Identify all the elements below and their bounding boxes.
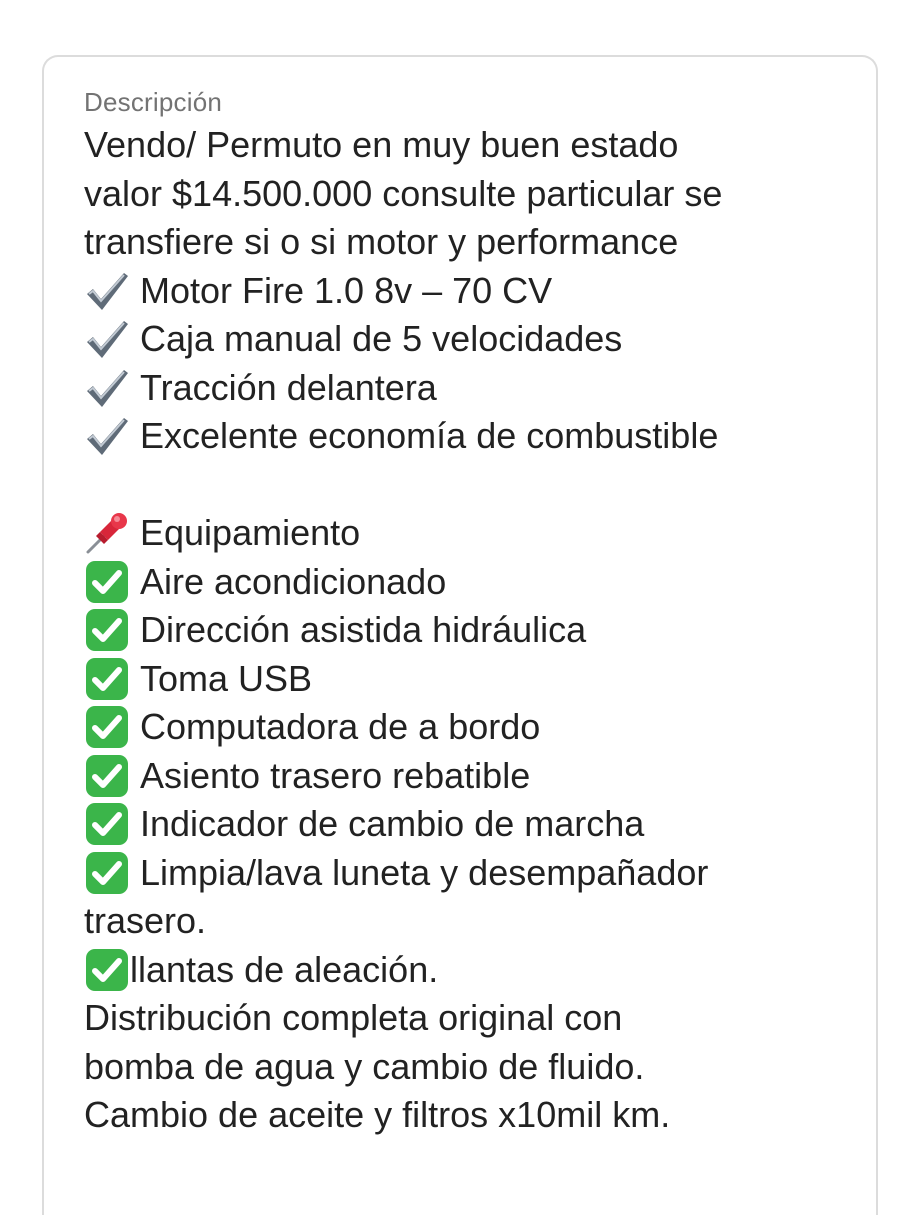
- green-check-box-icon: [84, 850, 130, 896]
- equipment-text: llantas de aleación.: [130, 948, 439, 990]
- spec-item: [84, 267, 854, 316]
- equipment-text: Asiento trasero rebatible: [140, 754, 531, 796]
- green-check-box-icon: [84, 947, 130, 993]
- intro-line: [84, 218, 854, 267]
- outro-text: Distribución completa original con: [84, 997, 623, 1038]
- equipment-text: Dirección asistida hidráulica: [140, 609, 587, 650]
- intro-line: [84, 121, 854, 170]
- equipment-item: [84, 558, 854, 607]
- equipment-item: [84, 752, 854, 801]
- equipment-item: [84, 800, 854, 849]
- gray-checkmark-icon: [84, 268, 130, 314]
- equipment-text: Toma USB: [140, 657, 313, 699]
- outro-line: [84, 1043, 854, 1092]
- green-check-box-icon: [84, 753, 130, 799]
- spec-text: Motor Fire 1.0 8v – 70 CV: [140, 269, 553, 311]
- equipment-item: [84, 946, 854, 995]
- equipment-text: Indicador de cambio de marcha: [140, 803, 645, 844]
- equipment-continuation-text: trasero.: [84, 900, 207, 941]
- equipment-item: [84, 655, 854, 704]
- green-check-box-icon: [84, 704, 130, 750]
- equipment-item: [84, 849, 854, 898]
- intro-line: [84, 170, 854, 219]
- gray-checkmark-icon: [84, 365, 130, 411]
- equipment-heading-text: Equipamiento: [140, 512, 361, 553]
- pushpin-icon: [84, 510, 130, 556]
- equipment-item: [84, 606, 854, 655]
- spec-item: [84, 412, 854, 461]
- blank-line: [84, 461, 854, 510]
- equipment-text: Computadora de a bordo: [140, 706, 541, 747]
- intro-text: valor $14.500.000 consulte particular se: [84, 172, 723, 214]
- spec-item: [84, 364, 854, 413]
- green-check-box-icon: [84, 559, 130, 605]
- intro-text: Vendo/ Permuto en muy buen estado: [84, 124, 679, 165]
- spec-item: [84, 315, 854, 364]
- green-check-box-icon: [84, 801, 130, 847]
- gray-checkmark-icon: [84, 413, 130, 459]
- description-text: [84, 121, 854, 1140]
- spec-text: Tracción delantera: [140, 366, 437, 408]
- spec-text: Excelente economía de combustible: [140, 415, 719, 456]
- green-check-box-icon: [84, 607, 130, 653]
- spec-text: Caja manual de 5 velocidades: [140, 318, 623, 359]
- equipment-continuation: [84, 897, 854, 946]
- description-card: [42, 55, 878, 1215]
- gray-checkmark-icon: [84, 316, 130, 362]
- equipment-text: Limpia/lava luneta y desempañador: [140, 851, 709, 893]
- section-label: Descripción: [84, 87, 223, 117]
- outro-text: bomba de agua y cambio de fluido.: [84, 1045, 645, 1087]
- outro-line: [84, 1091, 854, 1140]
- equipment-heading: [84, 509, 854, 558]
- outro-text: Cambio de aceite y filtros x10mil km.: [84, 1094, 671, 1135]
- green-check-box-icon: [84, 656, 130, 702]
- intro-text: transfiere si o si motor y performance: [84, 221, 679, 262]
- equipment-item: [84, 703, 854, 752]
- outro-line: [84, 994, 854, 1043]
- equipment-text: Aire acondicionado: [140, 560, 447, 602]
